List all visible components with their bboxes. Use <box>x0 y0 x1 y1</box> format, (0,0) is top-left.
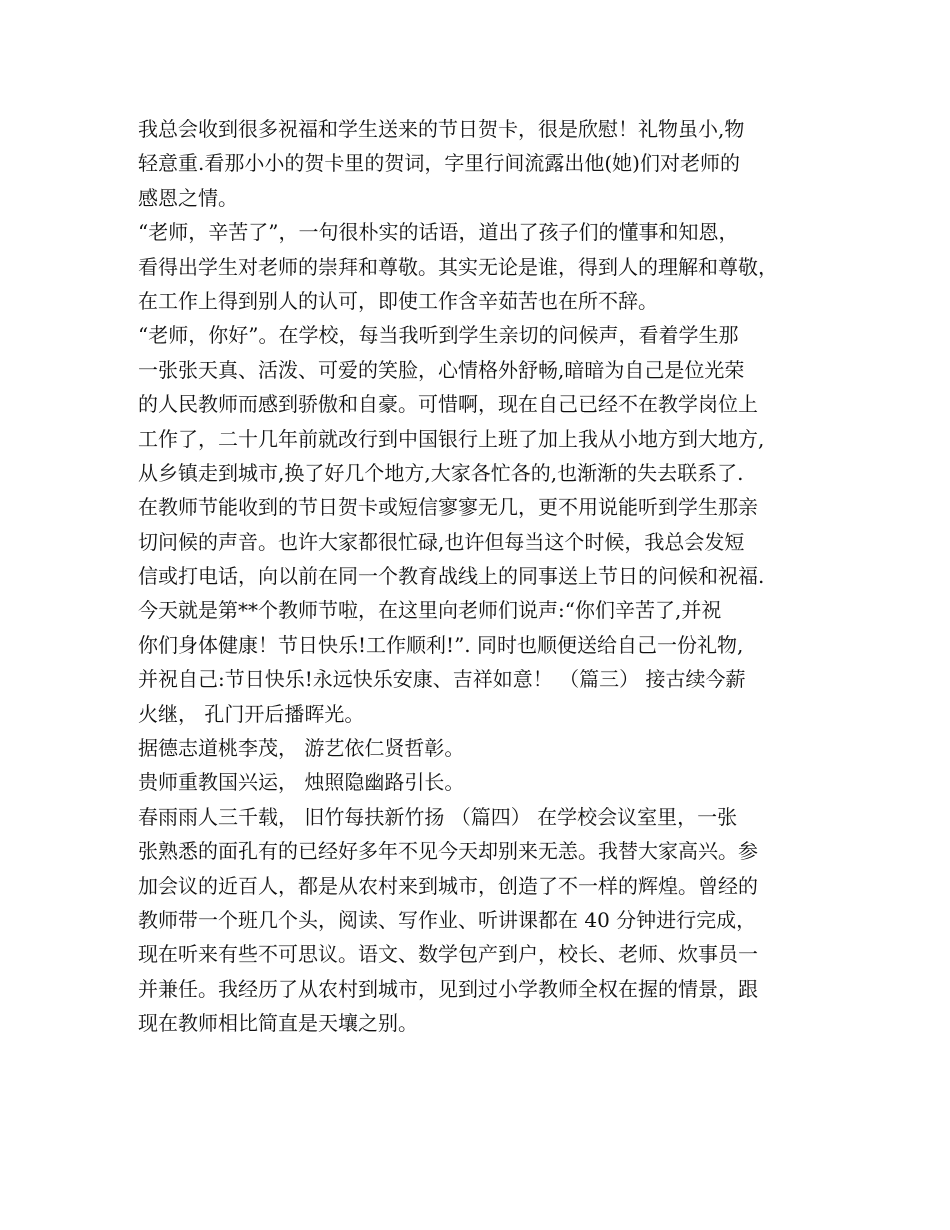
text-line: 一张张天真、活泼、可爱的笑脸，心情格外舒畅,暗暗为自己是位光荣 <box>138 357 745 382</box>
text-line: “老师，辛苦了”，一句很朴实的话语，道出了孩子们的懂事和知恩， <box>138 220 739 245</box>
text-line: 据德志道桃李茂， 游艺依仁贤哲彰。 <box>138 736 465 761</box>
document-body <box>138 112 828 1041</box>
text-line: 看得出学生对老师的崇拜和尊敬。其实无论是谁，得到人的理解和尊敬， <box>138 254 778 279</box>
text-line: 并祝自己:节日快乐!永远快乐安康、吉祥如意！ （篇三） 接古续今薪 <box>138 667 746 692</box>
text-line: 轻意重.看那小小的贺卡里的贺词，字里行间流露出他(她)们对老师的 <box>138 151 740 176</box>
text-line: 我总会收到很多祝福和学生送来的节日贺卡，很是欣慰！礼物虽小,物 <box>138 117 745 141</box>
text-line: 在教师节能收到的节日贺卡或短信寥寥无几，更不用说能听到学生那亲 <box>138 495 758 520</box>
text-line: 加会议的近百人，都是从农村来到城市，创造了不一样的辉煌。曾经的 <box>138 873 758 898</box>
text-line: 信或打电话，向以前在同一个教育战线上的同事送上节日的问候和祝福. <box>138 564 765 589</box>
text-line: 张熟悉的面孔有的已经好多年不见今天却别来无恙。我替大家高兴。参 <box>138 839 758 864</box>
text-line: 并兼任。我经历了从农村到城市，见到过小学教师全权在握的情景，跟 <box>138 976 758 1001</box>
text-line: 的人民教师而感到骄傲和自豪。可惜啊，现在自己已经不在教学岗位上 <box>138 392 758 417</box>
text-line: “老师，你好”。在学校，每当我听到学生亲切的问候声，看着学生那 <box>138 323 739 348</box>
text-line: 今天就是第**个教师节啦，在这里向老师们说声:“你们辛苦了,并祝 <box>138 598 722 623</box>
text-line: 现在听来有些不可思议。语文、数学包产到户，校长、老师、炊事员一 <box>138 942 758 967</box>
text-line: 你们身体健康！节日快乐!工作顺利!”. 同时也顺便送给自己一份礼物, <box>138 632 744 657</box>
text-line: 春雨雨人三千载， 旧竹每扶新竹扬 （篇四） 在学校会议室里，一张 <box>138 804 738 829</box>
text-line: 在工作上得到别人的认可，即使工作含辛茹苦也在所不辞。 <box>138 288 658 313</box>
text-line: 从乡镇走到城市,换了好几个地方,大家各忙各的,也渐渐的失去联系了. <box>138 460 744 485</box>
text-line: 切问候的声音。也许大家都很忙碌,也许但每当这个时候，我总会发短 <box>138 529 745 554</box>
text-line: 感恩之情。 <box>138 185 238 210</box>
text-line: 教师带一个班几个头，阅读、写作业、听讲课都在 40 分钟进行完成， <box>138 907 757 932</box>
text-line: 贵师重教国兴运， 烛照隐幽路引长。 <box>138 770 465 795</box>
text-line: 火继， 孔门开后播晖光。 <box>138 701 365 726</box>
text-line: 工作了，二十几年前就改行到中国银行上班了加上我从小地方到大地方, <box>138 426 765 451</box>
text-line: 现在教师相比简直是天壤之别。 <box>138 1011 418 1036</box>
